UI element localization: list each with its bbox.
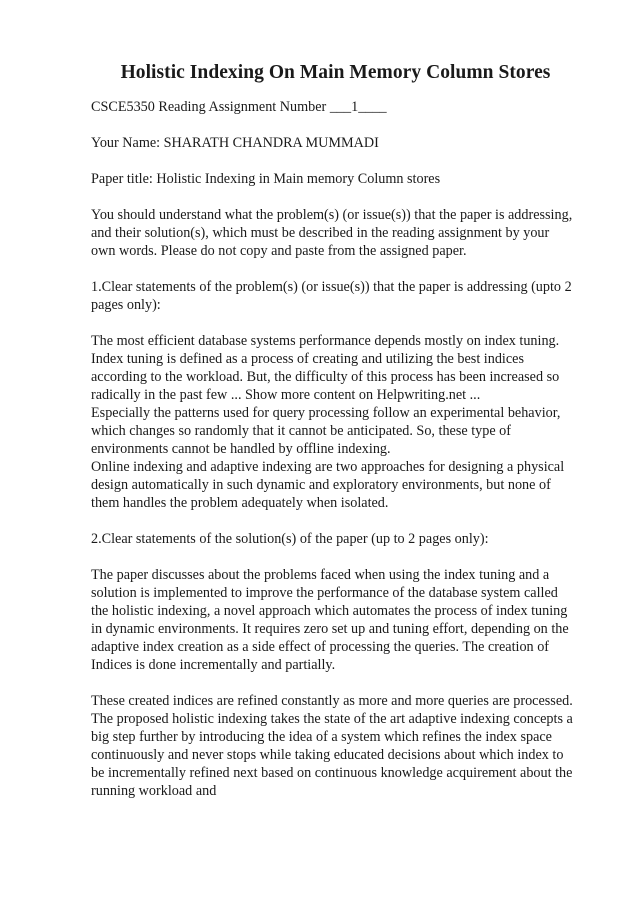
section2-body-line: solution is implemented to improve the performance of the database system called <box>91 585 558 601</box>
section2-body-line: be incrementally refined next based on continuous knowledge acquirement about the <box>91 765 573 781</box>
section1-body-line: Index tuning is defined as a process of creating and utilizing the best indices <box>91 351 524 367</box>
section2-heading: 2.Clear statements of the solution(s) of the paper (up to 2 pages only): <box>91 531 489 547</box>
section1-heading-line: 1.Clear statements of the problem(s) (or issue(s)) that the paper is addressing (upto 2 <box>91 279 572 295</box>
section1-body-line: according to the workload. But, the difficulty of this process has been increased so <box>91 369 560 385</box>
section1-body-line: which changes so randomly that it cannot be anticipated. So, these type of <box>91 423 511 439</box>
section2-body-line: continuously and never stops while taking educated decisions about which index to <box>91 747 564 763</box>
section2-body-line: The paper discusses about the problems faced when using the index tuning and a <box>91 567 550 583</box>
section2-body-line: in dynamic environments. It requires zero set up and tuning effort, depending on the <box>91 621 569 637</box>
section2-body-line: the holistic indexing, a novel approach which automates the process of index tuning <box>91 603 568 619</box>
section2-body-line: adaptive index creation as a side effect of processing the queries. The creation of <box>91 639 550 655</box>
section2-body-line: running workload and <box>91 783 217 799</box>
section1-body-line: Especially the patterns used for query processing follow an experimental behavior, <box>91 405 561 421</box>
section1-heading <box>91 278 590 314</box>
section2-body-line: big step further by introducing the idea of a system which refines the index space <box>91 729 552 745</box>
section2-body-line: The proposed holistic indexing takes the state of the art adaptive indexing concepts a <box>91 711 573 727</box>
section1-body-line: environments cannot be handled by offline indexing. <box>91 441 391 457</box>
instructions-paragraph <box>91 206 590 260</box>
section1-body-line: radically in the past few ... Show more content on Helpwriting.net ... <box>91 387 481 403</box>
section1-body-line: Online indexing and adaptive indexing are two approaches for designing a physical <box>91 459 565 475</box>
paper-title-line: Paper title: Holistic Indexing in Main memory Column stores <box>91 171 441 187</box>
section2-body-line: Indices is done incrementally and partially. <box>91 657 336 673</box>
section2-body-paragraph-2 <box>91 692 590 800</box>
section1-heading-line: pages only): <box>91 297 161 313</box>
instructions-line: and their solution(s), which must be described in the reading assignment by your <box>91 225 550 241</box>
section2-body-line: These created indices are refined constantly as more and more queries are processed. <box>91 693 573 709</box>
instructions-line: own words. Please do not copy and paste from the assigned paper. <box>91 243 467 259</box>
student-name-line: Your Name: SHARATH CHANDRA MUMMADI <box>91 135 379 151</box>
section1-body-line: The most efficient database systems performance depends mostly on index tuning. <box>91 333 560 349</box>
section1-body-line: them handles the problem adequately when isolated. <box>91 495 389 511</box>
section2-body-paragraph-1 <box>91 566 590 674</box>
section1-body <box>91 332 590 512</box>
document-title: Holistic Indexing On Main Memory Column Stores <box>120 62 551 83</box>
section1-body-line: design automatically in such dynamic and exploratory environments, but none of <box>91 477 551 493</box>
assignment-number-line: CSCE5350 Reading Assignment Number ___1____ <box>91 99 387 115</box>
instructions-line: You should understand what the problem(s) (or issue(s)) that the paper is addressing, <box>91 207 573 223</box>
